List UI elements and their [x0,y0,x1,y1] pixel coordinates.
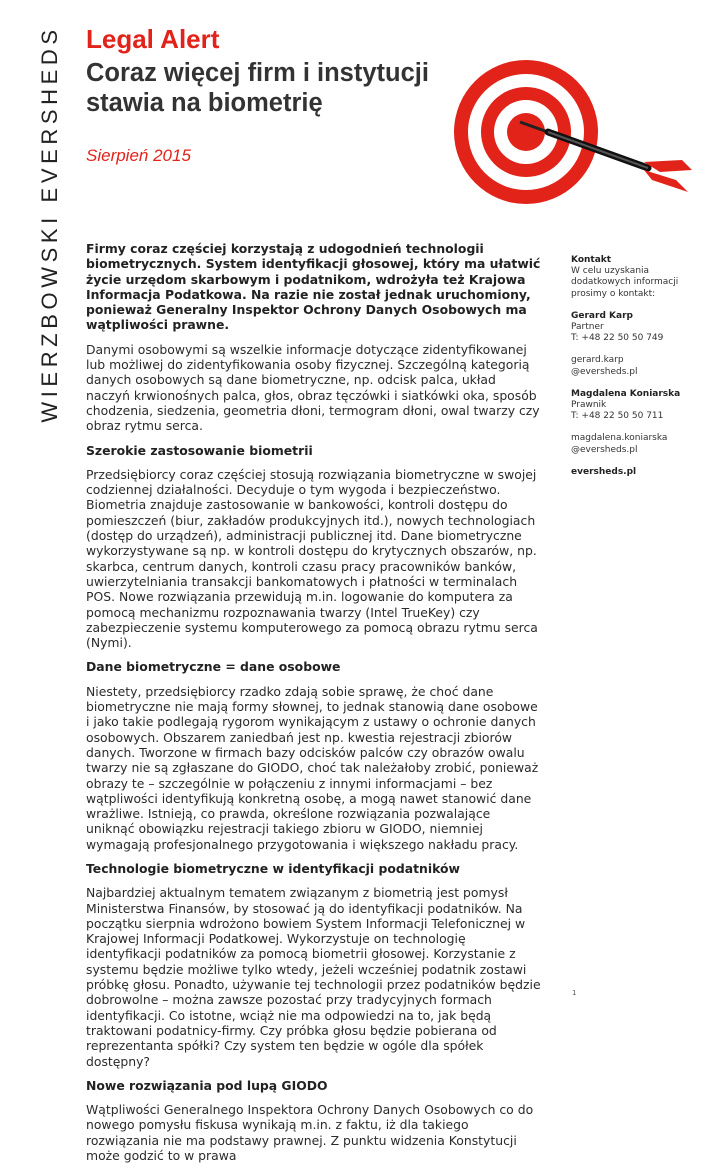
contact-phone: T: +48 22 50 50 749 [571,333,664,344]
paragraph: Najbardziej aktualnym tematem związanym z biometrią jest pomysł Ministerstwa Finansów, by stosować ją do identyfikacji podatników. Na początku sierpnia wdrożono bowiem System Informacji Telefonicznej w Krajowej Informacji Podatkowej. Wykorzystuje on technologię identyfikacji podatników za pomocą biometrii głosowej. Korzystanie z systemu będzie możliwe tylko wtedy, jeżeli wcześniej podatnik zostawi próbkę głosu. Ponadto, używanie tej technologii przez podatników będzie dobrowolne – można zawsze pozostać przy tradycyjnych formach identyfikacji. Co istotne, wciąż nie ma odpowiedzi na to, jak będą traktowani podatnicy-firmy. Czy próbka głosu będzie pobierana od reprezentanta spółki? Czy system ten będzie w ogóle dla spółek dostępny? [86,885,541,1069]
website-link[interactable]: eversheds.pl [571,466,637,477]
contact-email[interactable]: gerard.karp @eversheds.pl [571,355,638,377]
contact-email[interactable]: magdalena.koniarska @eversheds.pl [571,433,668,455]
contact-name: Magdalena Koniarska [571,388,681,399]
paragraph: Wątpliwości Generalnego Inspektora Ochrony Danych Osobowych co do nowego pomysłu fiskusa wynikają m.in. z faktu, iż dla takiego rozwiązania nie ma podstawy prawnej. Z punktu widzenia Konstytucji może godzić to w prawa [86,1102,534,1164]
page-title: Coraz więcej firm i instytucji stawia na biometrię [86,59,429,117]
paragraph: Niestety, przedsiębiorcy rzadko zdają sobie sprawę, że choć dane biometryczne nie mają formy słownej, to jednak stanowią dane osobowe i jako takie podlegają rygorom wynikającym z ustawy o ochronie danych osobowych. Obszarem zaniedbań jest np. kwestia rejestracji zbiorów danych. Tworzone w firmach bazy odcisków palców czy obrazów owalu twarzy nie są zgłaszane do GIODO, choć tak należałoby zrobić, ponieważ obrazy te – szczególnie w połączeniu z innymi informacjami – bez wątpliwości identyfikują konkretną osobę, a mogą nawet stanowić dane wrażliwe. Istnieją, co prawda, określone rozwiązania pozwalające uniknąć obowiązku rejestracji takiego zbioru w GIODO, niemniej wymagają profesjonalnego przygotowania i większego nakładu pracy. [86,683,539,852]
issue-date: Sierpień 2015 [86,146,191,165]
contact-heading: Kontakt [571,255,612,265]
contact-intro: W celu uzyskania dodatkowych informacji prosimy o kontakt: [571,266,679,299]
target-dart-icon [448,58,700,206]
page-number: 1 [572,989,577,997]
legal-alert-label: Legal Alert [86,24,220,54]
paragraph: Przedsiębiorcy coraz częściej stosują rozwiązania biometryczne w swojej codziennej działalności. Decyduje o tym wygoda i bezpieczeństwo. Biometria znajduje zastosowanie w bankowości, kontroli dostępu do pomieszczeń (biur, zakładów produkcyjnych itd.), nowych technologiach (dostęp do urządzeń), administracji publicznej itd. Dane biometryczne wykorzystywane są np. w kontroli dostępu do krytycznych obszarów, np. skarbca, centrum danych, kontroli czasu pracy pracowników banków, uwierzytelniania transakcji bankomatowych i płatności w terminalach POS. Nowe rozwiązania przewidują m.in. logowanie do komputera za pomocą mechanizmu rozpoznawania twarzy (Intel TrueKey) czy zabezpieczenie systemu komputerowego za pomocą obrazu rytmu serca (Nymi). [86,466,538,651]
paragraph: Danymi osobowymi są wszelkie informacje dotyczące zidentyfikowanej lub możliwej do zidentyfikowania osoby fizycznej. Szczególną kategorią danych osobowych są dane biometryczne, np. odcisk palca, układ naczyń krwionośnych palca, głos, obraz tęczówki i siatkówki oka, sposób chodzenia, siedzenia, geometria dłoni, termogram dłoni, owal twarzy czy obraz rytmu serca. [86,341,540,434]
contact-role: Prawnik [571,400,607,411]
brand-vertical [30,24,70,424]
section-heading: Nowe rozwiązania pod lupą GIODO [86,1077,328,1093]
contact-name: Gerard Karp [571,310,633,321]
contact-phone: T: +48 22 50 50 711 [571,411,664,422]
lead-paragraph: Firmy coraz częściej korzystają z udogodnień technologii biometrycznych. System identyfikacji głosowej, który ma ułatwić życie urzędom skarbowym i podatnikom, wdrożyła też Krajowa Informacja Podatkowa. Na razie nie został jednak uruchomiony, ponieważ Generalny Inspektor Ochrony Danych Osobowych ma wątpliwości prawne. [86,241,541,333]
contact-sidebar [571,255,711,489]
target-icon [454,60,598,204]
section-heading: Technologie biometryczne w identyfikacji podatników [86,860,460,876]
contact-role: Partner [571,322,604,333]
article-body [86,241,542,1172]
section-heading: Szerokie zastosowanie biometrii [86,442,313,458]
section-heading: Dane biometryczne = dane osobowe [86,659,341,675]
brand-text: WIERZBOWSKI EVERSHEDS [37,25,62,423]
